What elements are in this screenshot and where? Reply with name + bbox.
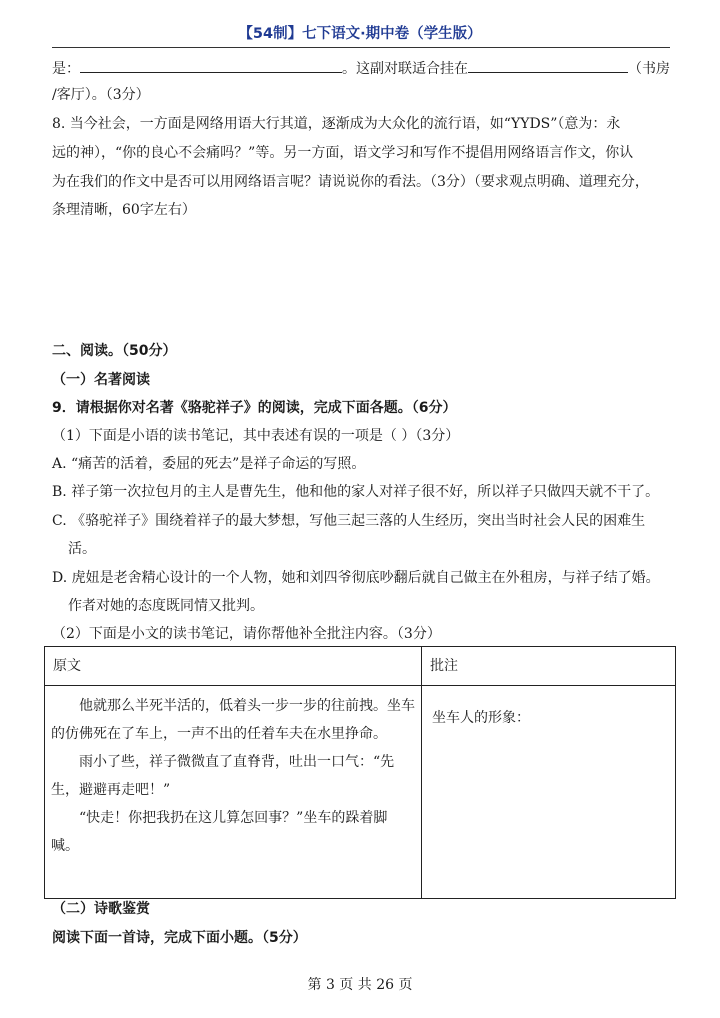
q7-fill-line: [52, 58, 670, 79]
annotation-cell[interactable]: [422, 686, 676, 899]
q7-end: （书房: [628, 61, 670, 77]
option-d-line-1: D. 虎妞是老舍精心设计的一个人物，她和刘四爷彻底吵翻后就自己做主在外租房，与祥子结了婚。: [52, 570, 660, 586]
q7-answer-blank-2[interactable]: [468, 58, 628, 73]
table-header-original: 原文: [45, 647, 422, 686]
page-number: 第 3 页 共 26 页: [307, 977, 413, 993]
section-2-title: 二、阅读。（50分）: [52, 343, 177, 359]
table-header-annotation: 批注: [422, 647, 676, 686]
q7-answer-blank-1[interactable]: [80, 58, 342, 73]
header-divider: [52, 47, 670, 48]
q8-line-4: 条理清晰，60字左右）: [52, 202, 196, 218]
reading-notes-table: [44, 646, 676, 899]
option-a: A. “痛苦的活着，委屈的死去”是祥子命运的写照。: [52, 456, 366, 472]
option-c-line-1: C. 《骆驼祥子》围绕着祥子的最大梦想，写他三起三落的人生经历，突出当时社会人民的困难生: [52, 513, 646, 529]
q7-line-2: /客厅）。（3分）: [52, 87, 150, 103]
q9-sub2: （2）下面是小文的读书笔记，请你帮他补全批注内容。（3分）: [52, 626, 441, 642]
original-text-cell: [45, 686, 422, 899]
q8-line-2: 远的神），“你的良心不会痛吗？”等。另一方面，语文学习和写作不提倡用网络语言作文，你认: [52, 145, 634, 161]
original-paragraph-3: “快走！你把我扔在这儿算怎回事？”坐车的跺着脚喊。: [51, 810, 388, 854]
part-1-title: （一）名著阅读: [52, 372, 150, 388]
part-2-instruction: 阅读下面一首诗，完成下面小题。（5分）: [52, 930, 307, 946]
q7-mid: 。这副对联适合挂在: [342, 61, 468, 77]
q8-line-3: 为在我们的作文中是否可以用网络语言呢？请说说你的看法。（3分）（要求观点明确、道理充分，: [52, 174, 649, 190]
q8-line-1: 8. 当今社会，一方面是网络用语大行其道，逐渐成为大众化的流行语，如“YYDS”（意为：永: [52, 116, 621, 132]
option-c-line-2: 活。: [68, 541, 96, 557]
annotation-label: 坐车人的形象：: [432, 710, 530, 726]
q7-prefix: 是：: [52, 61, 80, 77]
part-2-title: （二）诗歌鉴赏: [52, 901, 150, 917]
option-d-line-2: 作者对她的态度既同情又批判。: [68, 598, 264, 614]
q9-sub1: （1）下面是小语的读书笔记，其中表述有误的一项是（ ）（3分）: [52, 428, 460, 444]
original-paragraph-2: 雨小了些，祥子微微直了直脊背，吐出一口气：“先生，避避再走吧！”: [51, 754, 395, 798]
page-header-title: 【54制】七下语文·期中卷（学生版）: [238, 26, 482, 42]
original-paragraph-1: 他就那么半死半活的，低着头一步一步的往前拽。坐车的仿佛死在了车上，一声不出的任着车夫在水里挣命。: [51, 698, 415, 742]
option-b: B. 祥子第一次拉包月的主人是曹先生，他和他的家人对祥子很不好，所以祥子只做四天就不干了。: [52, 484, 660, 500]
q9-title: 9．请根据你对名著《骆驼祥子》的阅读，完成下面各题。（6分）: [52, 400, 457, 416]
